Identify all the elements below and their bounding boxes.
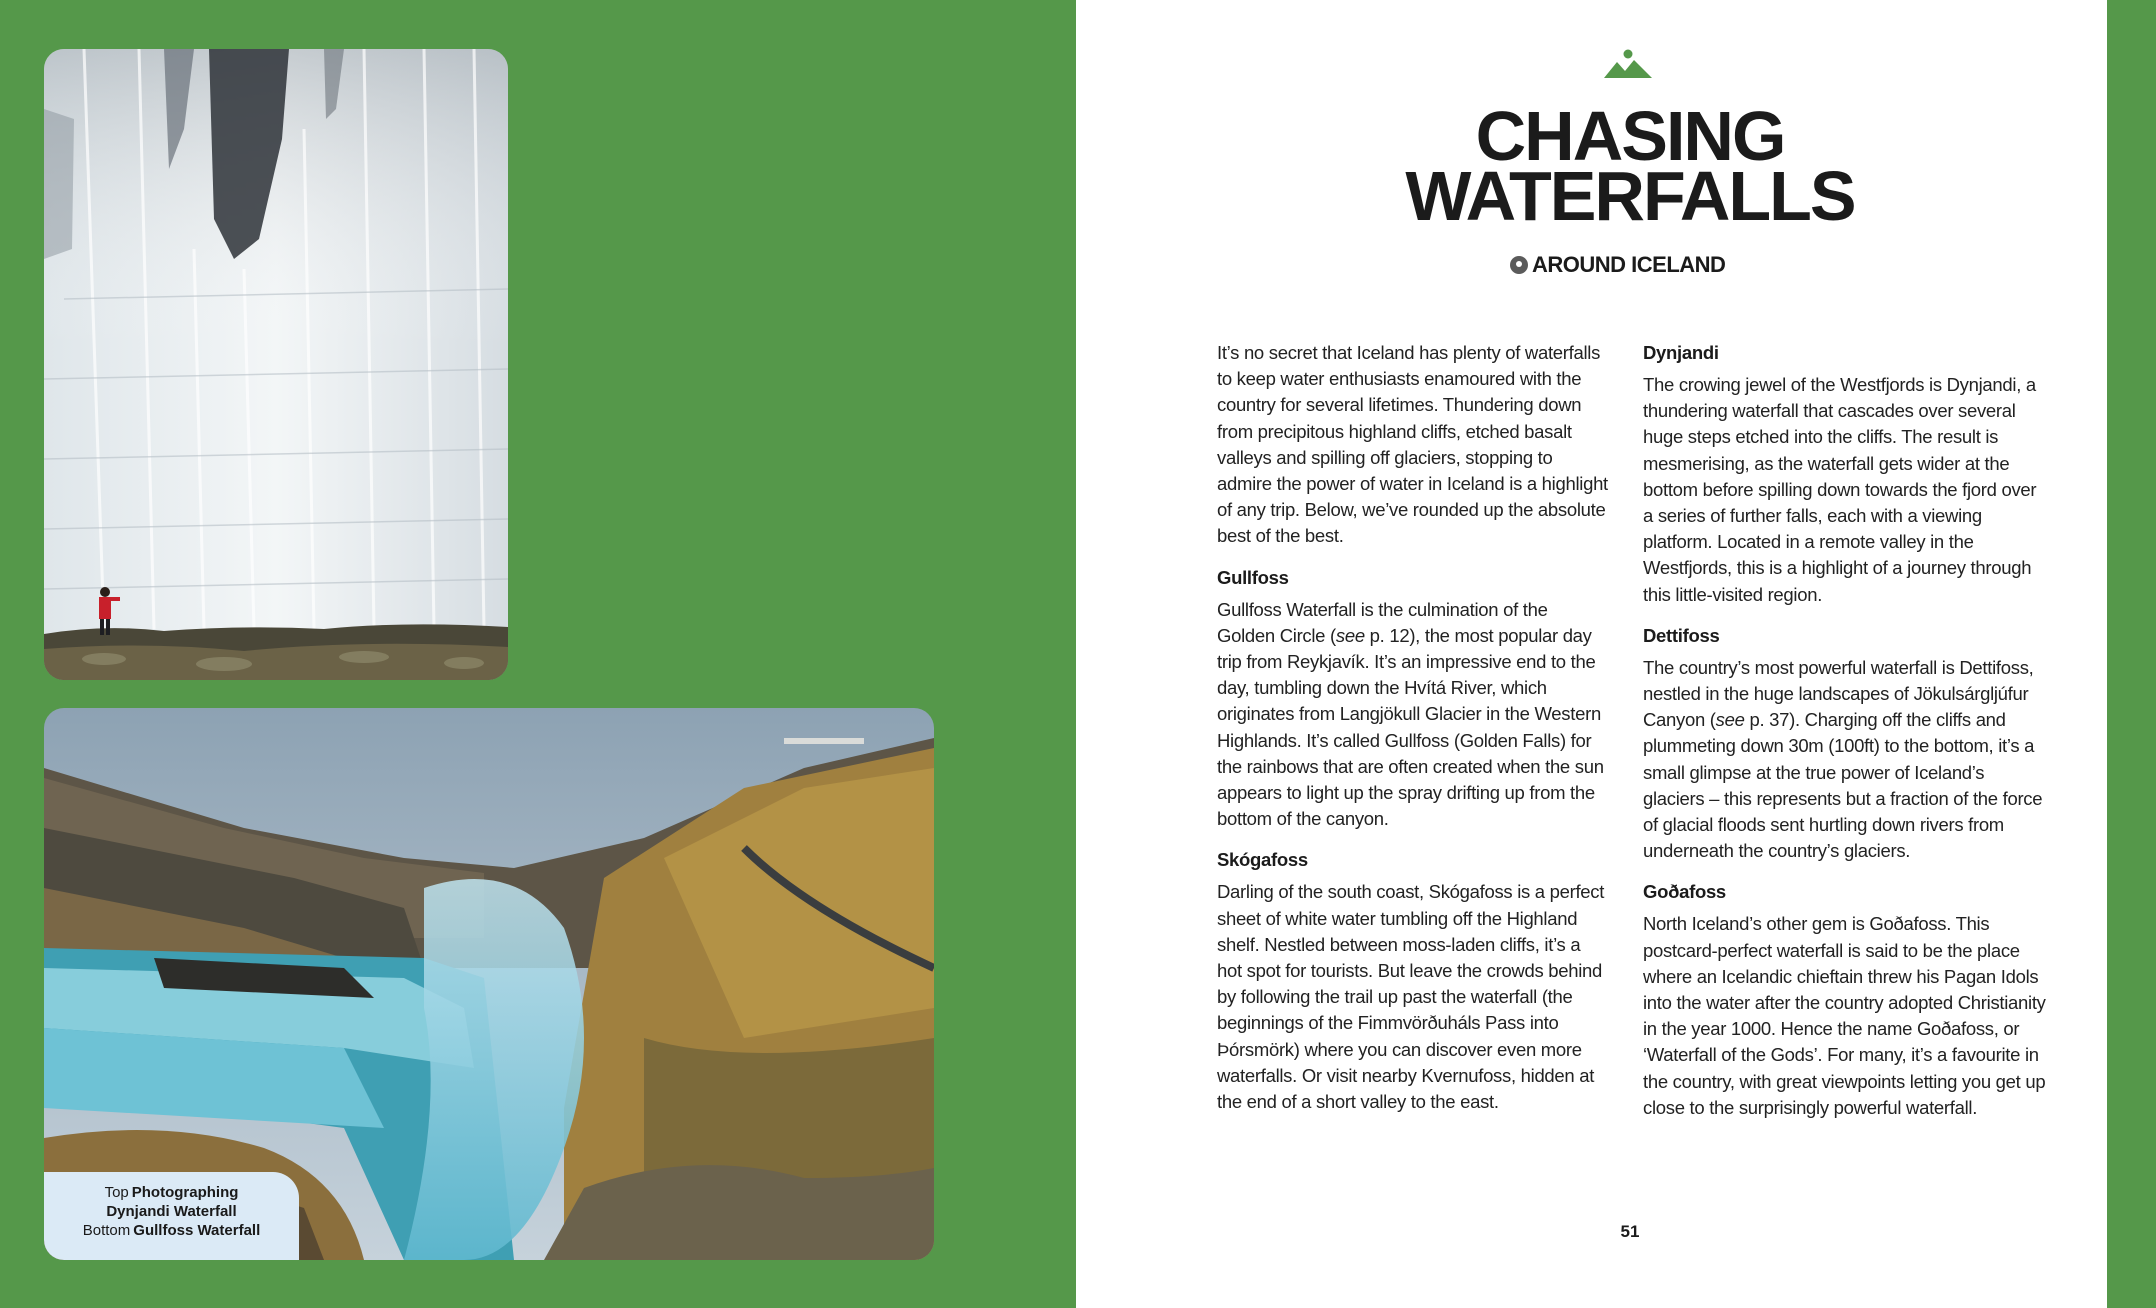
article-column-right	[1643, 340, 2048, 1121]
page-number: 51	[1620, 1222, 1640, 1241]
gullfoss-body-a: Gullfoss Waterfall is the culmination of the Golden Circle (	[1217, 598, 1548, 646]
caption-bottom-title: Gullfoss Waterfall	[133, 1222, 261, 1239]
article-column-left	[1217, 340, 1609, 1115]
gullfoss-see: see	[1335, 624, 1365, 646]
caption-top-title: Photographing	[131, 1184, 239, 1201]
location-line	[1510, 250, 1725, 280]
section-body-gullfoss	[1217, 597, 1609, 833]
caption-top-line-1	[44, 1183, 299, 1202]
right-page-green-edge	[2107, 0, 2156, 1308]
title-line-2: WATERFALLS	[1405, 157, 1855, 235]
intro-paragraph: It’s no secret that Iceland has plenty of waterfalls to keep water enthusiasts enamoured with the country for several lifetimes. Thundering down from precipitous highland cliffs, etched basalt valleys and spilling off glaciers, stopping to admire the power of water in Iceland is a highlight of any trip. Below, we’ve rounded up the absolute best of the best.	[1217, 342, 1608, 547]
section-heading-dynjandi: Dynjandi	[1643, 342, 1719, 363]
caption-bottom-line	[44, 1221, 299, 1240]
mountain-icon	[1604, 48, 1652, 80]
caption-top-title-line-2: Dynjandi Waterfall	[106, 1203, 237, 1220]
section-heading-dettifoss: Dettifoss	[1643, 624, 1720, 646]
section-body-godafoss: North Iceland’s other gem is Goðafoss. This postcard-perfect waterfall is said to be the place where an Icelandic chieftain threw his Pagan Idols into the water after the country adopted Christianity in the year 1000. Hence the name Goðafoss, or ‘Waterfall of the Gods’. For many, it’s a favourite in the country, with great viewpoints letting you get up close to the surprisingly powerful waterfall.	[1643, 913, 2046, 1118]
section-heading-godafoss: Goðafoss	[1643, 881, 1726, 903]
location-label: AROUND ICELAND	[1532, 252, 1726, 277]
gullfoss-body-b: p. 12), the most popular day trip from Reykjavík. It’s an impressive end to the day, tumbling down the Hvítá River, which originates from Langjökull Glacier in the Western Highlands. It’s called Gullfoss (Golden Falls) for the rainbows that are often created when the sun appears to light up the spray drifting up from the bottom of the canyon.	[1217, 624, 1604, 830]
section-body-dettifoss	[1643, 655, 2048, 865]
title-line-1: CHASING	[1475, 97, 1785, 175]
map-pin-icon	[1510, 256, 1528, 274]
section-body-dynjandi: The crowing jewel of the Westfjords is Dynjandi, a thundering waterfall that cascades over several huge steps etched into the cliffs. The result is mesmerising, as the waterfall gets wider at the bottom before spilling down towards the fjord over a series of further falls, each with a viewing platform. Located in a remote valley in the Westfjords, this is a highlight of a journey through this little-visited region.	[1643, 374, 2037, 605]
dettifoss-see: see	[1715, 709, 1745, 731]
caption-bottom-prefix: Bottom	[82, 1222, 131, 1239]
section-heading-skogafoss: Skógafoss	[1217, 849, 1308, 871]
dynjandi-waterfall-photo	[44, 49, 508, 680]
section-body-skogafoss: Darling of the south coast, Skógafoss is a perfect sheet of white water tumbling off the Highland shelf. Nestled between moss-laden cliffs, it’s a hot spot for tourists. But leave the crowds behind by following the trail up past the waterfall (the beginnings of the Fimmvörðuháls Pass into Þórsmörk) where you can discover even more waterfalls. Or visit nearby Kvernufoss, hidden at the end of a short valley to the east.	[1217, 881, 1605, 1113]
dettifoss-body-b: p. 37). Charging off the cliffs and plummeting down 30m (100ft) to the bottom, it’s a small glimpse at the true power of Iceland’s glaciers – this represents but a fraction of the force of glacial floods sent hurtling down rivers from underneath the country’s glaciers.	[1643, 709, 2043, 862]
dettifoss-body-a: The country’s most powerful waterfall is Dettifoss, nestled in the huge landscapes of Jökulsárgljúfur Canyon (	[1643, 656, 2034, 731]
caption-top-prefix: Top	[104, 1184, 129, 1201]
section-heading-gullfoss: Gullfoss	[1217, 566, 1289, 588]
article-title	[1380, 97, 1880, 235]
left-page	[0, 0, 1076, 1308]
photo-caption	[44, 1172, 299, 1260]
